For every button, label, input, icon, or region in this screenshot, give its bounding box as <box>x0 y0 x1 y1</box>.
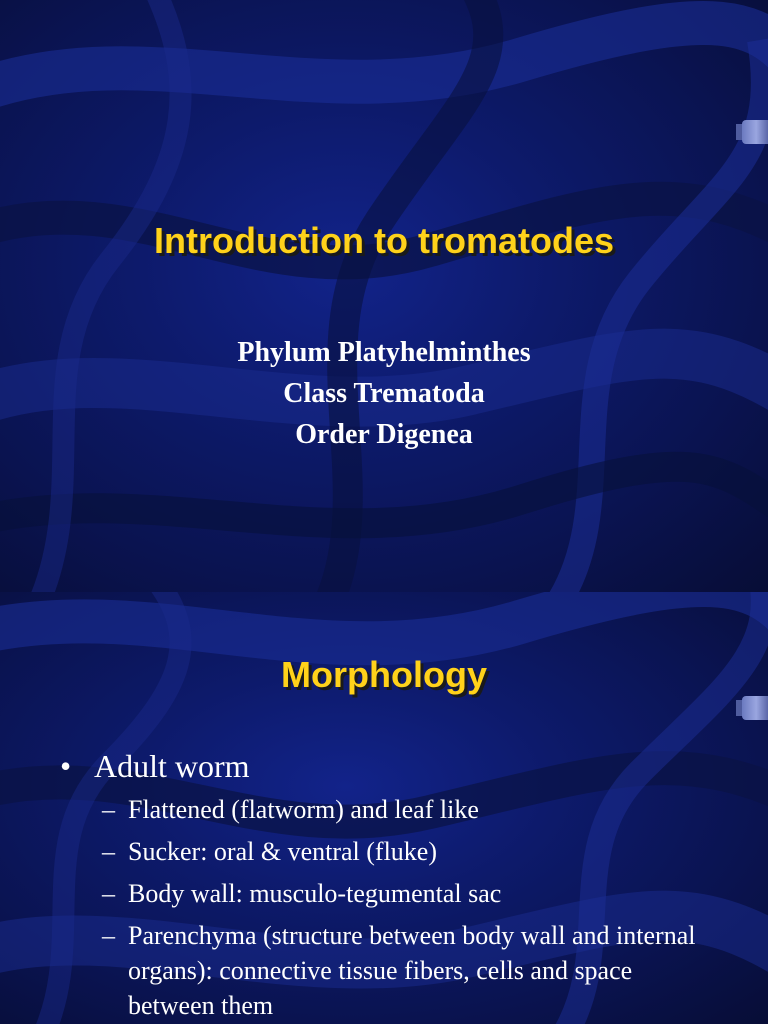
slide-nav-tab[interactable] <box>742 120 768 144</box>
taxonomy-class: Class Trematoda <box>283 378 485 409</box>
sub-item <box>60 876 700 911</box>
slide-2-title: Morphology <box>281 654 487 695</box>
sub-marker: – <box>102 795 115 824</box>
sub-item <box>60 918 700 1023</box>
bullet-list <box>60 746 700 1024</box>
sub-marker: – <box>102 837 115 866</box>
sub-marker: – <box>102 921 115 950</box>
slide-2 <box>0 592 768 1024</box>
bullet-text: Adult worm <box>94 748 250 784</box>
sub-item <box>60 792 700 827</box>
sub-item-text: Flattened (flatworm) and leaf like <box>128 795 479 824</box>
taxonomy-phylum: Phylum Platyhelminthes <box>237 337 531 368</box>
taxonomy-order: Order Digenea <box>295 419 473 450</box>
slide-1-title: Introduction to tromatodes <box>154 220 614 261</box>
sub-item-text: Sucker: oral & ventral (fluke) <box>128 837 437 866</box>
sub-item <box>60 834 700 869</box>
sub-item-text: Body wall: musculo-tegumental sac <box>128 879 502 908</box>
bullet-marker: • <box>60 748 72 784</box>
sub-item-text: Parenchyma (structure between body wall and internal organs): connective tissue fibers, cells and space between them <box>128 921 696 1020</box>
slide-nav-tab[interactable] <box>742 696 768 720</box>
sub-marker: – <box>102 879 115 908</box>
bullet-item <box>60 746 700 786</box>
taxonomy-block <box>0 332 768 455</box>
